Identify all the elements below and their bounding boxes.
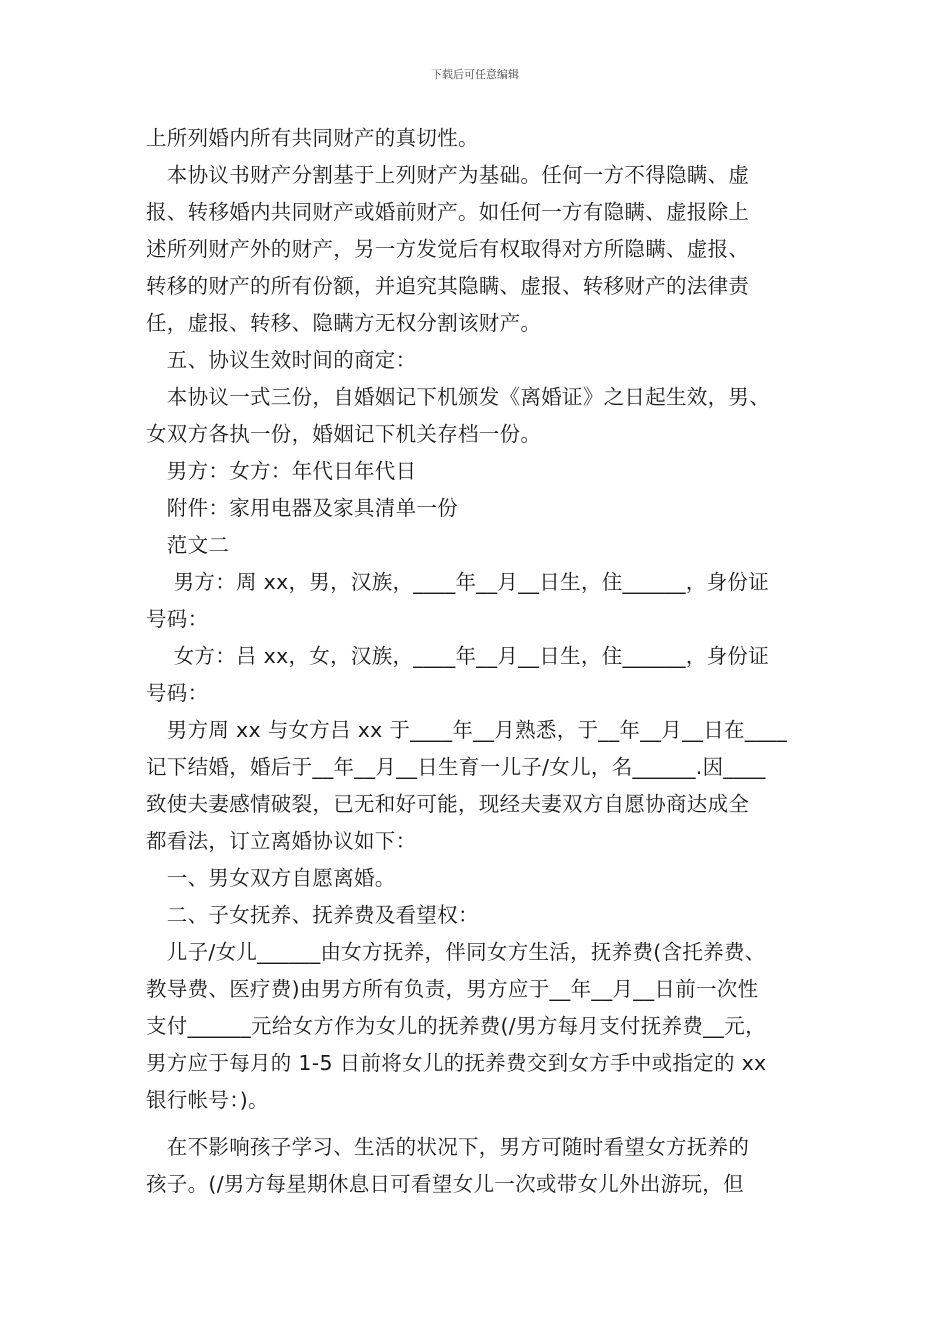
text-line: 孩子。(/男方每星期休息日可看望女儿一次或带女儿外出游玩，但 [146,1172,744,1196]
text-line: 报、转移婚内共同财产或婚前财产。如任何一方有隐瞒、虚报除上 [146,200,750,224]
text-line: 银行帐号：)。 [146,1088,269,1112]
attachment-line: 附件：家用电器及家具清单一份 [146,496,458,520]
text-line: 男方：周 xx，男，汉族，____年__月__日生，住______，身份证 [146,570,769,594]
section-heading: 五、协议生效时间的商定： [146,348,417,372]
text-line: 致使夫妻感情破裂，已无和好可能，现经夫妻双方自愿协商达成全 [146,792,750,816]
signature-line: 男方：女方：年代日年代日 [146,459,417,483]
text-line: 男方应于每月的 1-5 日前将女儿的抚养费交到女方手中或指定的 xx [146,1051,767,1075]
section-title: 范文二 [146,533,230,557]
text-line: 本协议书财产分割基于上列财产为基础。任何一方不得隐瞒、虚 [146,163,750,187]
text-line: 号码： [146,681,209,705]
text-line: 号码： [146,607,209,631]
text-line: 记下结婚，婚后于__年__月__日生育一儿子/女儿，名______.因____ [146,755,766,779]
section-heading: 一、男女双方自愿离婚。 [146,866,396,890]
text-line: 本协议一式三份，自婚姻记下机颁发《离婚证》之日起生效，男、 [146,385,770,409]
document-body [146,120,826,1203]
text-line: 儿子/女儿______由女方抚养，伴同女方生活，抚养费(含托养费、 [146,940,766,964]
section-heading: 二、子女抚养、抚养费及看望权： [146,903,479,927]
text-line: 转移的财产的所有份额，并追究其隐瞒、虚报、转移财产的法律责 [146,274,750,298]
text-line: 男方周 xx 与女方吕 xx 于____年__月熟悉，于__年__月__日在____ [146,718,787,742]
text-line: 女方：吕 xx，女，汉族，____年__月__日生，住______，身份证 [146,644,769,668]
text-line: 教导费、医疗费)由男方所有负责，男方应于__年__月__日前一次性 [146,977,759,1001]
text-line: 任，虚报、转移、隐瞒方无权分割该财产。 [146,311,542,335]
text-line: 都看法，订立离婚协议如下： [146,829,417,853]
text-line: 在不影响孩子学习、生活的状况下，男方可随时看望女方抚养的 [146,1135,750,1159]
text-line: 支付______元给女方作为女儿的抚养费(/男方每月支付抚养费__元， [146,1014,766,1038]
text-line: 上所列婚内所有共同财产的真切性。 [146,126,479,150]
text-line: 女双方各执一份，婚姻记下机关存档一份。 [146,422,542,446]
text-line: 述所列财产外的财产，另一方发觉后有权取得对方所隐瞒、虚报、 [146,237,750,261]
paragraph-gap [146,1119,826,1129]
page-header: 下载后可任意编辑 [431,68,519,81]
